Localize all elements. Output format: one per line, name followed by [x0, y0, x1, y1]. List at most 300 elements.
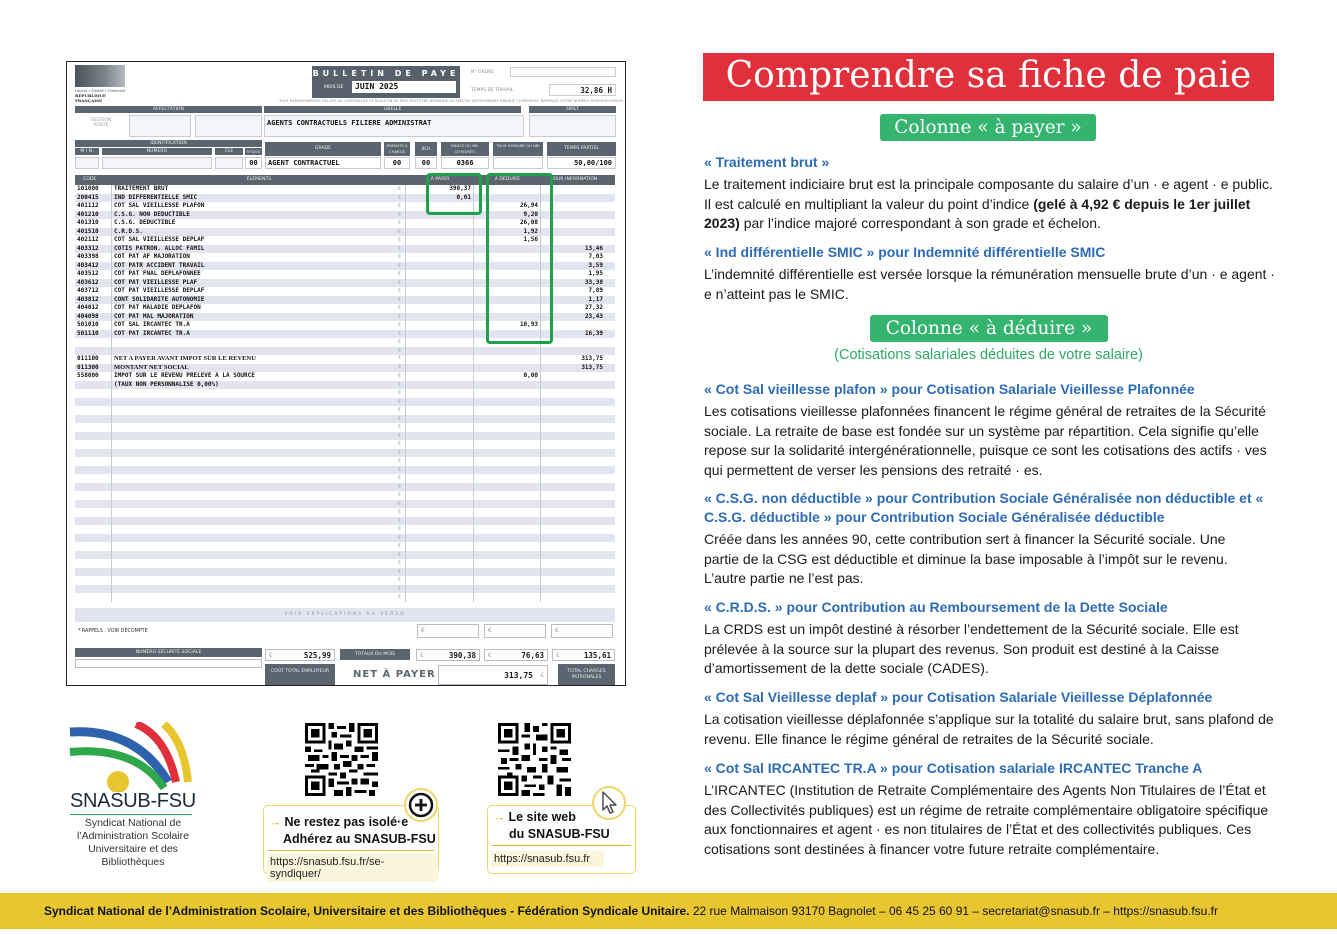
euro-sign: € [397, 534, 401, 541]
qr-code-site-web[interactable] [498, 723, 571, 796]
row-a-payer: 0,01 [406, 194, 474, 203]
row-code [75, 449, 112, 458]
euro-sign: € [397, 390, 401, 396]
section-heading: « Cot Sal Vieillesse deplaf » pour Cotisation Salariale Vieillesse Déplafonnée [704, 689, 1213, 705]
euro-sign: € [398, 364, 401, 370]
gestion-poste-label [75, 115, 127, 137]
row-a-deduire [474, 483, 541, 492]
table-row [75, 432, 615, 441]
row-label [112, 228, 406, 237]
row-code [75, 551, 112, 560]
table-row [75, 440, 615, 449]
row-label [112, 508, 406, 517]
payslip-notice: TOUT RENSEIGNEMENT RELATIF AU CONTENU DE CE BULLETIN DE PAYE DOIT ÊTRE DEMANDÉ AU SERVICE GESTIONNAIRE INDIQUÉ CI-DESSOUS, RAPPELEZ VOTRE NUMÉRO D'IDENTIFICATION [278, 99, 623, 103]
rappels-row [75, 622, 615, 644]
euro-sign: € [397, 186, 401, 192]
section-colonne-a-payer: Colonne « à payer » [880, 114, 1096, 141]
row-a-deduire [474, 423, 541, 432]
card-underline [268, 850, 434, 851]
section-text: Créée dans les années 90, cette contribution sert à financer la Sécurité sociale. Une partie de la CSG est déductible et diminue la base imposable à l’impôt sur le revenu. L’autre partie ne l’est pas. [704, 531, 1228, 586]
nss-header: NUMÉRO SÉCURITÉ SOCIALE [75, 648, 262, 657]
enfants-value: 00 [384, 157, 410, 169]
row-a-payer [406, 457, 474, 466]
nss-value [75, 659, 262, 668]
euro-sign: € [269, 652, 273, 659]
row-info [541, 508, 607, 517]
total-a-payer: 390,38 [448, 651, 476, 660]
siret-value [529, 115, 616, 137]
row-label-text: COT SAL VIEILLESSE DEPLAF [114, 236, 205, 243]
row-a-deduire [474, 585, 541, 594]
bch-value: 00 [415, 157, 437, 169]
euro-sign: € [397, 475, 401, 481]
row-a-deduire [474, 593, 541, 602]
table-row [75, 508, 615, 517]
row-code [75, 491, 112, 500]
row-code: 401310 [75, 219, 112, 228]
snasub-arcs-icon [66, 722, 196, 792]
snasub-logo [66, 722, 196, 872]
row-info [541, 559, 607, 568]
row-info: 1,17 [588, 295, 603, 303]
section-vieillesse-plafon [704, 380, 1279, 480]
row-info: 13,46 [584, 244, 603, 252]
row-code: 403398 [75, 253, 112, 262]
section-ircantec [704, 759, 1279, 859]
row-info: 3,59 [588, 261, 603, 269]
row-label [112, 398, 406, 407]
row-code [75, 347, 112, 356]
row-code [75, 568, 112, 577]
row-label [112, 559, 406, 568]
row-a-deduire: 9,20 [474, 211, 541, 220]
row-label [112, 236, 406, 245]
row-label [112, 576, 406, 585]
republic-name: RÉPUBLIQUE FRANÇAISE [75, 93, 106, 103]
euro-sign: € [397, 577, 401, 583]
section-heading: « Cot Sal IRCANTEC TR.A » pour Cotisation salariale IRCANTEC Tranche A [704, 760, 1203, 776]
card-url-link[interactable]: https://snasub.fsu.fr/se-syndiquer/ [267, 854, 438, 882]
euro-sign: € [397, 271, 401, 277]
grade-value: AGENT CONTRACTUEL [265, 157, 381, 169]
qr-code-adhesion[interactable] [305, 723, 378, 796]
row-code: 501010 [75, 321, 112, 330]
row-a-deduire [474, 500, 541, 509]
row-code [75, 500, 112, 509]
row-label [112, 542, 406, 551]
row-a-deduire: 10,93 [474, 321, 541, 330]
libelle-value: AGENTS CONTRACTUELS FILIERE ADMINISTRAT [264, 115, 524, 137]
row-info: 313,75 [581, 363, 603, 371]
row-label [112, 262, 406, 271]
row-label [112, 347, 406, 356]
row-label-text: CONT SOLIDARITE AUTONOMIE [114, 295, 205, 303]
table-row [75, 406, 615, 415]
row-a-payer [406, 466, 474, 475]
col-a-payer: À PAYER [430, 177, 450, 182]
card-line1: Le site web [508, 810, 576, 824]
row-a-deduire [474, 534, 541, 543]
row-code: 403312 [75, 245, 112, 254]
bulletin-title: BULLETIN DE PAYE [312, 69, 460, 78]
row-code [75, 338, 112, 347]
rappels-label: * RAPPELS : VOIR DÉCOMPTE [78, 629, 148, 634]
row-a-deduire [474, 440, 541, 449]
euro-sign: € [397, 568, 401, 575]
republic-motto: Liberté • Égalité • Fraternité [75, 89, 126, 93]
row-info [541, 525, 607, 534]
euro-sign: € [397, 560, 401, 566]
footer-contact: 22 rue Malmaison 93170 Bagnolet – 06 45 25 60 91 – secretariat@snasub.fr – https://snasub.fsu.fr [689, 904, 1219, 918]
euro-sign: € [397, 339, 401, 345]
row-a-deduire [474, 389, 541, 398]
poste-value [195, 115, 262, 137]
row-a-deduire [474, 525, 541, 534]
net-a-payer-value: 313,75 [504, 671, 533, 680]
table-row [75, 500, 615, 509]
grade-header: GRADE [265, 142, 381, 156]
row-info [541, 576, 607, 585]
euro-sign: € [397, 262, 401, 269]
rappels-ded: € [484, 624, 546, 638]
row-label-text: COT PAT AF MAJORATION [114, 253, 190, 260]
euro-sign: € [397, 543, 401, 549]
row-label [112, 313, 406, 322]
row-a-payer [406, 262, 474, 271]
euro-sign: € [397, 415, 401, 422]
row-info [541, 432, 607, 441]
row-a-payer [406, 500, 474, 509]
row-a-payer [406, 585, 474, 594]
table-row [75, 372, 615, 381]
table-row [75, 568, 615, 577]
row-a-payer [406, 296, 474, 305]
row-a-deduire [474, 491, 541, 500]
row-a-deduire [474, 355, 541, 364]
col-a-deduire: À DÉDUIRE [494, 177, 521, 182]
section-heading: « C.S.G. non déductible » pour Contribution Sociale Généralisée non déductible et « C.S.G. déductible » pour Contribution Sociale Généralisée déductible [704, 490, 1264, 525]
table-row [75, 355, 615, 364]
row-info [541, 457, 607, 466]
row-a-deduire [474, 415, 541, 424]
row-code: 011300 [75, 364, 112, 373]
row-a-deduire [474, 474, 541, 483]
row-info [541, 440, 607, 449]
col-elements: ÉLÉMENTS [246, 177, 272, 182]
table-row [75, 381, 615, 390]
logo-description: Syndicat National de l’Administration Scolaire Universitaire et des Bibliothèques [76, 817, 190, 868]
row-code [75, 406, 112, 415]
row-a-deduire [474, 551, 541, 560]
row-a-deduire [474, 466, 541, 475]
row-label [112, 211, 406, 220]
row-a-deduire [474, 576, 541, 585]
row-a-payer [406, 534, 474, 543]
taux-value [493, 157, 543, 169]
table-row [75, 364, 615, 373]
logo-name: SNASUB-FSU [70, 790, 196, 812]
euro-sign: € [397, 407, 401, 413]
row-label [112, 364, 406, 373]
row-label [112, 185, 406, 194]
row-code: 403412 [75, 262, 112, 271]
row-a-payer [406, 568, 474, 577]
footer-org-name: Syndicat National de l’Administration Scolaire, Universitaire et des Bibliothèques - Fédération Syndicale Unitaire. [44, 904, 690, 918]
table-row [75, 449, 615, 458]
page-title: Comprendre sa fiche de paie [703, 53, 1274, 101]
row-a-payer [406, 381, 474, 390]
euro-sign: € [397, 245, 401, 252]
min-header: M I N. [75, 148, 99, 155]
euro-sign: € [397, 432, 401, 439]
row-label [112, 245, 406, 254]
row-code: 403812 [75, 296, 112, 305]
text-part: Le traitement indiciaire brut est la principale composante du salaire d’un · e agent · e public. Il est calculé en multipliant la valeur du point d’indice [704, 176, 1273, 212]
row-code [75, 576, 112, 585]
row-label-text: (TAUX NON PERSONNALISE 0,00%) [114, 380, 219, 388]
row-info [541, 585, 607, 594]
card-line2: Adhérez au SNASUB-FSU [283, 832, 436, 846]
euro-sign: € [397, 194, 401, 201]
ndos-value: 00 [245, 157, 262, 169]
euro-sign: € [397, 228, 401, 235]
row-code: 401510 [75, 228, 112, 237]
section-text: Les cotisations vieillesse plafonnées financent le régime général de retraites de la Sécurité sociale. La retraite de base est fondée sur un système par répartition. Cela signifie qu’elle repose sur la solidarité intergénérationnelle, puisque ce sont les cotisations des actifs · ves qui permettent de verser les pensions des retraité · es. [704, 403, 1267, 478]
row-label-text: COT PATR ACCIDENT TRAVAIL [114, 261, 205, 269]
enfants-header: ENFANTS À CHARGE [384, 142, 410, 156]
total-a-deduire: 76,63 [521, 651, 544, 660]
row-code: 403612 [75, 279, 112, 288]
libelle-header: LIBELLÉ [264, 106, 521, 113]
row-code: 403512 [75, 270, 112, 279]
row-label [112, 381, 406, 390]
row-label [112, 202, 406, 211]
euro-sign: € [397, 220, 401, 226]
euro-sign: € [397, 594, 401, 600]
row-code [75, 423, 112, 432]
row-label [112, 321, 406, 330]
row-info [541, 593, 607, 602]
verso-note: VOIR EXPLICATIONS AU VERSO [75, 608, 615, 622]
row-a-payer [406, 423, 474, 432]
row-label [112, 483, 406, 492]
row-info [541, 347, 607, 356]
card-url-link[interactable]: https://snasub.fsu.fr [491, 851, 604, 867]
row-info [541, 491, 607, 500]
cle-header: CLÉ [215, 148, 243, 155]
euro-sign: € [397, 373, 401, 379]
highlight-a-deduire [486, 173, 553, 344]
row-info [541, 415, 607, 424]
row-a-payer [406, 432, 474, 441]
euro-sign: € [540, 672, 544, 679]
row-a-deduire: 26,94 [474, 202, 541, 211]
row-label [112, 406, 406, 415]
row-a-payer [406, 279, 474, 288]
row-info: 7,89 [588, 287, 603, 294]
row-info [541, 551, 607, 560]
euro-sign: € [397, 492, 401, 498]
row-a-payer [406, 321, 474, 330]
row-code [75, 474, 112, 483]
row-code: 558000 [75, 372, 112, 381]
row-info [541, 423, 607, 432]
row-label-text: C.R.D.S. [114, 227, 143, 235]
gestion-value [129, 115, 191, 137]
row-a-payer [406, 542, 474, 551]
section-heading: « Ind différentielle SMIC » pour Indemnité différentielle SMIC [704, 244, 1106, 260]
row-a-payer [406, 236, 474, 245]
row-a-deduire: 26,08 [474, 219, 541, 228]
row-code [75, 432, 112, 441]
section-vieillesse-deplaf [704, 688, 1279, 749]
row-a-deduire: 1,56 [474, 236, 541, 245]
row-label [112, 593, 406, 602]
payslip-image [66, 61, 626, 686]
row-label [112, 491, 406, 500]
row-info [541, 372, 607, 381]
row-label [112, 253, 406, 262]
table-row [75, 517, 615, 526]
row-code: 404098 [75, 313, 112, 322]
euro-sign: € [397, 509, 401, 515]
table-row [75, 347, 615, 356]
row-a-payer [406, 491, 474, 500]
col-code: CODE [83, 177, 97, 182]
rappels-pay: € [417, 624, 479, 638]
row-a-deduire [474, 559, 541, 568]
row-label [112, 389, 406, 398]
row-a-payer [406, 389, 474, 398]
temps-partiel-header: TEMPS PARTIEL [547, 142, 616, 156]
row-label [112, 423, 406, 432]
row-label-text: COT SAL VIEILLESSE PLAFON [114, 202, 205, 209]
table-row [75, 415, 615, 424]
poste-label: POSTE [93, 123, 109, 128]
euro-sign: € [397, 585, 401, 592]
indice-header: INDICE OU NB. D'HEURES [441, 142, 489, 156]
row-a-payer [406, 330, 474, 339]
table-row [75, 585, 615, 594]
euro-sign: € [397, 296, 401, 303]
euro-sign: € [397, 483, 401, 490]
row-info [541, 381, 607, 390]
euro-sign: € [488, 652, 492, 659]
mois-value: JUIN 2025 [352, 81, 456, 93]
card-underline [492, 845, 631, 846]
row-a-payer [406, 525, 474, 534]
row-a-payer [406, 517, 474, 526]
row-label [112, 372, 406, 381]
section-ind-differentielle [704, 243, 1279, 304]
row-a-payer [406, 245, 474, 254]
row-label-text: COT PAT VIEILLESSE PLAF [114, 278, 198, 286]
row-a-deduire [474, 542, 541, 551]
row-a-payer [406, 228, 474, 237]
row-info [541, 500, 607, 509]
row-code: 401112 [75, 202, 112, 211]
row-a-payer: 390,37 [406, 185, 474, 194]
row-code [75, 517, 112, 526]
row-label [112, 474, 406, 483]
total-charges-label: TOTAL CHARGES PATRONALES [558, 664, 615, 686]
table-row [75, 466, 615, 475]
table-row [75, 483, 615, 492]
euro-sign: € [556, 652, 560, 659]
indice-value: 0366 [441, 157, 489, 169]
table-row [75, 542, 615, 551]
row-label [112, 466, 406, 475]
euro-sign: € [397, 526, 401, 532]
row-info [541, 398, 607, 407]
ordre-label: N° ORDRE [471, 70, 495, 75]
row-code: 501110 [75, 330, 112, 339]
euro-sign: € [397, 458, 401, 464]
row-label [112, 440, 406, 449]
section-text: La CRDS est un impôt destiné à résorber l’endettement de la Sécurité sociale. Elle est prélevée à la source sur la plupart des revenus. Son produit est destiné à la Caisse d’amortissement de la dette sociale (CADES). [704, 621, 1239, 676]
row-code [75, 457, 112, 466]
row-label [112, 287, 406, 296]
section-heading: « Traitement brut » [704, 154, 830, 170]
euro-sign: € [397, 322, 401, 328]
affectation-header: AFFECTATION [75, 106, 262, 113]
row-a-payer [406, 415, 474, 424]
row-info [541, 483, 607, 492]
highlight-a-payer [426, 173, 482, 215]
row-label [112, 457, 406, 466]
logo-divider [70, 814, 192, 815]
table-row [75, 593, 615, 602]
euro-sign: € [397, 347, 401, 354]
row-a-payer [406, 440, 474, 449]
temps-travail-value: 32,86 H [549, 84, 616, 96]
row-code [75, 381, 112, 390]
row-label [112, 525, 406, 534]
row-a-payer [406, 508, 474, 517]
payslip-totals [75, 648, 615, 686]
row-a-deduire [474, 347, 541, 356]
cout-total-value: 525,99 [303, 651, 331, 660]
row-label-text: COT PAT VIEILLESSE DEPLAF [114, 287, 205, 294]
euro-sign: € [397, 288, 401, 294]
row-code: 403712 [75, 287, 112, 296]
row-a-payer [406, 219, 474, 228]
row-label-text: COT PAT IRCANTEC TR.A [114, 329, 190, 337]
row-a-payer [406, 372, 474, 381]
row-label [112, 338, 406, 347]
total-info: 135,61 [583, 651, 611, 660]
temps-partiel-value: 50,00/100 [547, 157, 616, 169]
row-info: 16,39 [584, 329, 603, 337]
row-code [75, 398, 112, 407]
row-info [541, 449, 607, 458]
table-row [75, 525, 615, 534]
row-label-text: TRAITEMENT BRUT [114, 185, 169, 192]
euro-sign: € [397, 279, 401, 286]
row-a-deduire [474, 432, 541, 441]
ndos-header: N°DOS [246, 149, 261, 154]
table-row [75, 551, 615, 560]
row-label [112, 500, 406, 509]
table-row [75, 474, 615, 483]
row-code [75, 593, 112, 602]
row-a-payer [406, 576, 474, 585]
cle-value [215, 157, 243, 169]
euro-sign: € [397, 466, 401, 473]
section-text: L’indemnité différentielle est versée lorsque la rémunération mensuelle brute d’un · e agent · e n’atteint pas le SMIC. [704, 266, 1275, 302]
row-info: 33,38 [584, 278, 603, 286]
euro-sign: € [397, 449, 401, 456]
